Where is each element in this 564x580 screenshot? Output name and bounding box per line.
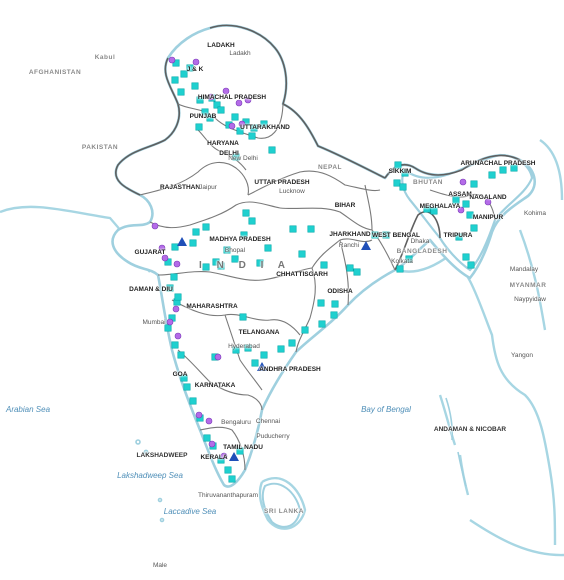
sea-label-laccadive: Laccadive Sea [163,507,217,516]
state-label-haryana: HARYANA [207,139,239,147]
site-marker-square[interactable] [331,312,337,318]
site-marker-square[interactable] [269,147,275,153]
site-marker-square[interactable] [299,251,305,257]
site-marker-circle[interactable] [175,333,181,339]
city-label-naypyidaw: Naypyidaw [514,295,546,303]
site-marker-square[interactable] [184,384,190,390]
site-marker-square[interactable] [190,240,196,246]
site-marker-square[interactable] [249,218,255,224]
state-label-assam: ASSAM [448,190,472,198]
region-label-ladakh: Ladakh [229,49,251,57]
site-marker-square[interactable] [172,77,178,83]
site-marker-square[interactable] [172,342,178,348]
country-label-sri-lanka: SRI LANKA [264,507,304,515]
state-label-meghalaya: MEGHALAYA [419,202,461,210]
site-marker-square[interactable] [232,114,238,120]
site-marker-square[interactable] [178,89,184,95]
site-marker-square[interactable] [225,467,231,473]
site-marker-square[interactable] [463,254,469,260]
state-label-delhi: DELHI [219,149,239,157]
site-marker-square[interactable] [193,229,199,235]
city-label-bhopal: Bhopal [224,246,246,254]
state-label-uttarakhand: UTTARAKHAND [240,123,290,131]
site-marker-circle[interactable] [167,319,173,325]
site-marker-square[interactable] [463,201,469,207]
city-label-kohima: Kohima [523,209,547,217]
site-marker-square[interactable] [252,360,258,366]
site-marker-square[interactable] [347,265,353,271]
city-label-thiruvananthapuram: Thiruvananthapuram [198,491,258,499]
site-marker-circle[interactable] [209,441,215,447]
state-label-daman-diu: DAMAN & DIU [129,285,173,293]
site-marker-circle[interactable] [196,412,202,418]
site-marker-circle[interactable] [169,57,175,63]
site-marker-square[interactable] [471,225,477,231]
state-label-himachal: HIMACHAL PRADESH [197,93,267,101]
site-marker-square[interactable] [332,301,338,307]
ut-label-lakshadweep: LAKSHADWEEP [136,451,188,459]
country-label-india: I N D I A [199,260,291,271]
state-label-chhattisgarh: CHHATTISGARH [276,270,328,278]
site-marker-square[interactable] [302,327,308,333]
site-marker-square[interactable] [290,226,296,232]
site-marker-square[interactable] [321,262,327,268]
state-label-ladakh: LADAKH [207,41,235,49]
site-marker-circle[interactable] [215,354,221,360]
site-marker-square[interactable] [278,346,284,352]
country-label-bhutan: BHUTAN [413,178,443,186]
state-label-arunachal: ARUNACHAL PRADESH [460,159,536,167]
site-marker-square[interactable] [468,262,474,268]
city-label-kabul: Kabul [94,53,116,61]
site-marker-circle[interactable] [174,261,180,267]
city-label-kolkata: Kolkata [391,257,413,265]
state-label-rajasthan: RAJASTHAN [159,183,201,191]
city-label-lucknow: Lucknow [279,187,305,195]
state-label-jk: J & K [186,65,204,73]
city-label-dhaka: Dhaka [410,237,430,245]
site-marker-square[interactable] [289,340,295,346]
site-marker-square[interactable] [229,476,235,482]
site-marker-square[interactable] [190,398,196,404]
site-marker-square[interactable] [165,325,171,331]
site-marker-circle[interactable] [460,179,466,185]
city-label-yangon: Yangon [511,351,533,359]
state-label-bihar: BIHAR [334,201,356,209]
site-marker-square[interactable] [243,210,249,216]
site-marker-square[interactable] [397,266,403,272]
site-marker-square[interactable] [318,300,324,306]
state-label-odisha: ODISHA [327,287,353,295]
site-marker-square[interactable] [471,181,477,187]
site-marker-square[interactable] [171,274,177,280]
site-marker-circle[interactable] [173,306,179,312]
country-label-afghanistan: AFGHANISTAN [28,68,82,76]
site-marker-square[interactable] [489,172,495,178]
city-label-bengaluru: Bengaluru [221,418,251,426]
site-marker-circle[interactable] [206,418,212,424]
state-label-manipur: MANIPUR [472,213,504,221]
country-label-bangladesh: BANGLADESH [396,247,448,255]
site-marker-square[interactable] [265,245,271,251]
site-marker-square[interactable] [308,226,314,232]
state-label-kerala: KERALA [200,453,228,461]
site-marker-square[interactable] [218,107,224,113]
site-marker-circle[interactable] [193,59,199,65]
site-marker-square[interactable] [319,321,325,327]
country-label-nepal: NEPAL [317,163,343,171]
city-label-ranchi: Ranchi [338,241,360,249]
state-label-telangana: TELANGANA [238,328,280,336]
city-label-jaipur: Jaipur [199,183,217,191]
site-marker-square[interactable] [175,294,181,300]
site-marker-square[interactable] [500,167,506,173]
state-label-gujarat: GUJARAT [134,248,166,256]
state-label-maharashtra: MAHARASHTRA [186,302,238,310]
sea-label-arabian: Arabian Sea [5,405,51,414]
state-label-andhra-pradesh: ANDHRA PRADESH [259,365,321,373]
state-label-uttar-pradesh: UTTAR PRADESH [254,178,310,186]
city-label-mandalay: Mandalay [509,265,539,273]
site-marker-square[interactable] [196,124,202,130]
site-marker-square[interactable] [249,133,255,139]
city-label-mumbai: Mumbai [142,318,166,326]
site-marker-circle[interactable] [152,223,158,229]
site-marker-square[interactable] [240,314,246,320]
state-label-west-bengal: WEST BENGAL [371,231,421,239]
state-label-karnataka: KARNATAKA [194,381,236,389]
site-marker-square[interactable] [261,352,267,358]
city-label-puducherry: Puducherry [256,432,290,440]
country-label-pakistan: PAKISTAN [81,143,119,151]
state-label-goa: GOA [172,370,188,378]
city-label-male: Male [152,561,168,569]
state-label-tamil-nadu: TAMIL NADU [223,443,263,451]
state-label-nagaland: NAGALAND [469,193,507,201]
city-label-new-delhi: New Delhi [228,154,258,162]
state-label-jharkhand: JHARKHAND [329,230,371,238]
state-label-punjab: PUNJAB [189,112,217,120]
site-marker-square[interactable] [394,180,400,186]
site-marker-square[interactable] [354,269,360,275]
state-label-sikkim: SIKKIM [388,167,412,175]
site-marker-square[interactable] [203,224,209,230]
ut-label-andaman-nicobar: ANDAMAN & NICOBAR [433,425,507,433]
site-marker-square[interactable] [178,352,184,358]
site-marker-circle[interactable] [229,123,235,129]
sea-label-lakshadweep: Lakshadweep Sea [117,471,183,480]
sea-label-bay-of-bengal: Bay of Bengal [361,405,411,414]
city-label-chennai: Chennai [255,417,281,425]
site-marker-square[interactable] [400,184,406,190]
state-label-madhya-pradesh: MADHYA PRADESH [209,235,271,243]
site-marker-square[interactable] [172,244,178,250]
city-label-hyderabad: Hyderabad [228,342,260,350]
state-label-tripura: TRIPURA [443,231,473,239]
site-marker-square[interactable] [192,83,198,89]
country-label-myanmar: MYANMAR [509,281,547,289]
site-marker-square[interactable] [204,435,210,441]
